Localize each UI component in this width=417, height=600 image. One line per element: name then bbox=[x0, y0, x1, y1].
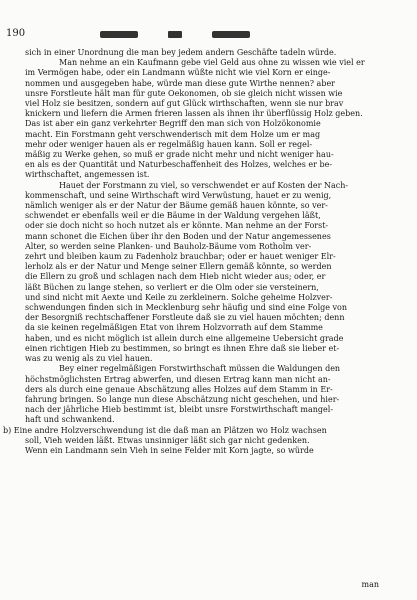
text-line: nämlich weniger als er der Natur der Bäume gemäß hauen könnte, so ver- bbox=[25, 201, 328, 211]
text-line: und sind nicht mit Aexte und Keile zu zerkleinern. Solche geheime Holzver- bbox=[25, 292, 333, 302]
page-number: 190 bbox=[6, 28, 26, 39]
text-line: läßt Büchen zu lange stehen, so verliert er die Olm oder sie versteinern, bbox=[25, 282, 319, 292]
text-line: schwendet er ebenfalls weil er die Bäume in der Waldung vergehen läßt, bbox=[25, 211, 321, 221]
text-line: sich in einer Unordnung die man bey jedem andern Geschäfte tadeln würde. bbox=[25, 48, 337, 57]
text-line: macht. Ein Forstmann geht verschwenderisch mit dem Holze um er mag bbox=[25, 129, 321, 139]
text-line: knickern und liefern die Armen frieren lassen als ihnen ihr überflüssig Holz geben. bbox=[25, 109, 363, 119]
text-line: die Ellern zu groß und schlagen nach dem Hieb nicht wieder aus; oder, er bbox=[25, 272, 326, 282]
text-line: mehr oder weniger hauen als er regelmäßig hauen kann. Soll er regel- bbox=[25, 139, 313, 149]
text-line: haft und schwankend. bbox=[25, 415, 115, 425]
text-line: wirthschaftet, angemessen ist. bbox=[25, 170, 150, 180]
header-ornament bbox=[100, 29, 250, 39]
text-line: Bey einer regelmäßigen Forstwirthschaft müssen die Waldungen den bbox=[59, 364, 341, 374]
text-line: nach der jährliche Hieb bestimmt ist, bleibt unsre Forstwirthschaft mangel- bbox=[25, 405, 334, 415]
text-line: zehrt und bleiben kaum zu Fadenholz brauchbar; oder er hauet weniger Elr- bbox=[25, 252, 336, 262]
text-line: einen richtigen Hieb zu bestimmen, so bringt es ihnen Ehre daß sie lieber et- bbox=[25, 343, 340, 353]
text-line: viel Holz sie besitzen, sondern auf gut Glück wirthschaften, wenn sie nur brav bbox=[25, 99, 344, 109]
text-line: lerholz als er der Natur und Menge seiner Ellern gemäß könnte, so werden bbox=[25, 262, 332, 272]
text-line: soll, Vieh weiden läßt. Etwas unsinniger läßt sich gar nicht gedenken. bbox=[25, 435, 310, 445]
text-line: haben, und es nicht möglich ist allein durch eine allgemeine Uebersicht grade bbox=[25, 333, 344, 343]
text-line: unsre Forstleute hält man für gute Oekonomen, ob sie gleich nicht wissen wie bbox=[25, 88, 343, 98]
text-line: Das ist aber ein ganz verkehrter Begriff den man sich von Holzökonomie bbox=[25, 119, 321, 129]
text-line: Wenn ein Landmann sein Vieh in seine Felder mit Korn jagte, so würde bbox=[25, 445, 314, 455]
text-line: der Besorgniß rechtschaffener Forstleute daß sie zu viel hauen möchten; denn bbox=[25, 313, 345, 323]
text-line: fahrung bringen. So lange nun diese Abschätzung nicht geschehen, und hier- bbox=[25, 394, 340, 404]
text-line: oder sie doch nicht so hoch nutzet als er könnte. Man nehme an der Forst- bbox=[25, 221, 329, 231]
text-line: mäßig zu Werke gehen, so muß er grade nicht mehr und nicht weniger hau- bbox=[25, 150, 334, 160]
text-line: Alter, so werden seine Planken- und Bauholz-Bäume vom Rotholm ver- bbox=[25, 241, 312, 251]
body-text bbox=[3, 48, 382, 456]
text-line: ders als durch eine genaue Abschätzung alles Holzes auf dem Stamm in Er- bbox=[25, 384, 333, 394]
text-line: schwendungen finden sich in Mecklenburg sehr häufig und sind eine Folge von bbox=[25, 303, 348, 313]
text-line: Man nehme an ein Kaufmann gebe viel Geld aus ohne zu wissen wie viel er bbox=[59, 58, 365, 68]
text-line: höchstmöglichsten Ertrag abwerfen, und diesen Ertrag kann man nicht an- bbox=[25, 374, 331, 384]
text-line: kommenschaft, und seine Wirthschaft wird Verwüstung, hauet er zu wenig, bbox=[25, 190, 332, 200]
text-line: da sie keinen regelmäßigen Etat von ihrem Holzvorrath auf dem Stamme bbox=[25, 323, 323, 333]
text-line: was zu wenig als zu viel hauen. bbox=[25, 354, 153, 364]
catchword: man bbox=[361, 580, 379, 589]
text-line: im Vermögen habe, oder ein Landmann wüßte nicht wie viel Korn er einge- bbox=[25, 68, 331, 78]
text-line: Hauet der Forstmann zu viel, so verschwendet er auf Kosten der Nach- bbox=[59, 180, 349, 190]
text-line: nommen und ausgegeben habe, würde man diese gute Wirthe nennen? aber bbox=[25, 78, 335, 88]
ornament-left bbox=[100, 31, 138, 38]
text-line: en als es der Quantität und Naturbeschaffenheit des Holzes, welches er be- bbox=[25, 160, 333, 170]
text-line: mann schonet die Eichen über ihr den Boden und der Natur angemessenes bbox=[25, 231, 331, 241]
text-line: b) Eine andre Holzverschwendung ist die daß man an Plätzen wo Holz wachsen bbox=[3, 425, 327, 435]
ornament-right bbox=[212, 31, 250, 38]
ornament-center bbox=[168, 31, 182, 38]
